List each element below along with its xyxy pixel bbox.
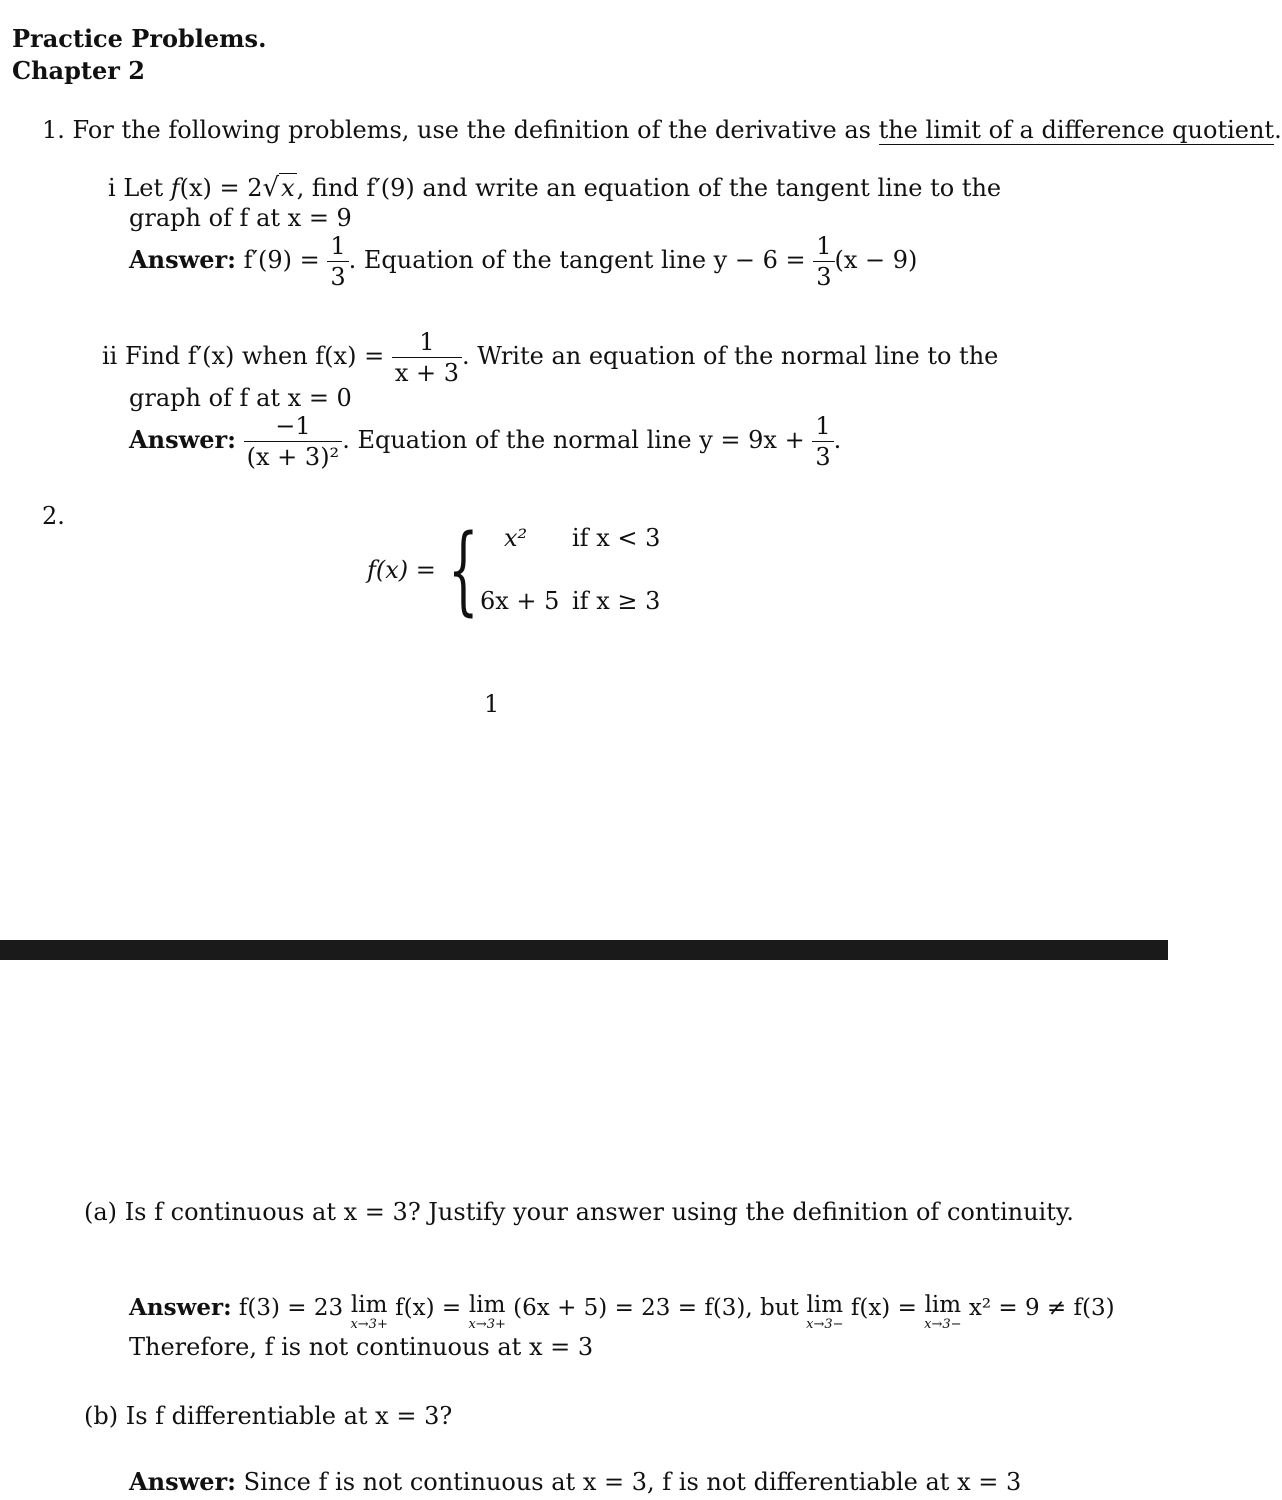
answer-label: Answer: [129,1294,232,1321]
part-i-text-c: , find [296,174,367,202]
fraction-numerator: 1 [813,234,834,262]
part-i-f: f [170,174,180,202]
page-divider [0,940,1168,960]
answer-label: Answer: [129,425,237,454]
chapter-title: Chapter 2 [12,56,145,85]
part-a-answer [129,1294,1115,1331]
fraction-numerator: 1 [327,234,348,262]
part-a-answer-b: f(x) = [387,1295,469,1321]
fraction-numerator: −1 [244,414,343,442]
part-ii-text-b: . Write an equation of the normal line to the [461,342,999,370]
part-a-label: (a) [84,1198,118,1226]
lim-subscript: x→3+ [350,1317,388,1332]
problem-1-intro: For the following problems, use the definition of the derivative as [72,116,879,144]
part-i-answer [129,234,917,289]
problem-1-intro-end: . [1274,116,1282,144]
lim-word: lim [350,1292,388,1318]
part-a-text: Is f continuous at x = 3? Justify your answer using the definition of continuity. [124,1198,1074,1226]
difference-quotient-link[interactable]: the limit of a difference quotient [878,116,1275,144]
part-b-answer [129,1467,1021,1496]
lim-word: lim [806,1292,844,1318]
part-i-line1: i Let f(x) = 2√x, find f′(9) and write an equation of the tangent line to the [108,173,1002,203]
part-i-radicand: x [281,174,295,202]
part-ii-text-a: Find f′(x) when f(x) = [125,342,392,370]
answer-label: Answer: [129,1467,237,1496]
lim-subscript: x→3+ [468,1317,506,1332]
part-ii-answer-c: . [833,426,842,454]
part-ii-answer-b: . Equation of the normal line y = 9x + [342,426,813,454]
part-i-text-a: Let [123,174,171,202]
part-i-text-d: f′(9) and write an equation of the tangent line to the [366,174,1002,202]
part-i-answer-a: f′(9) = [243,246,328,274]
lim-word: lim [924,1292,962,1318]
case-2-condition: if x ≥ 3 [572,587,661,615]
piecewise-brace: { [448,514,479,626]
part-i-line2: graph of f at x = 9 [129,204,352,232]
piecewise-fx: f(x) = [367,556,436,584]
part-b-text: Is f differentiable at x = 3? [125,1402,453,1430]
case-1-condition: if x < 3 [572,524,661,552]
part-b-question [84,1402,452,1430]
part-a-answer-a: f(3) = 23 [238,1295,351,1321]
lim-subscript: x→3− [924,1317,962,1332]
part-a-answer-c: (6x + 5) = 23 = f(3), but [505,1295,807,1321]
lim-word: lim [468,1292,506,1318]
problem-1-number: 1. [42,116,65,144]
part-a-answer-d: f(x) = [843,1295,925,1321]
part-i-answer-c: (x − 9) [834,246,918,274]
problem-1 [42,116,1282,144]
case-1-expression: x² [504,524,528,552]
fraction-denominator: (x + 3)² [246,443,340,471]
fraction-numerator: 1 [392,330,462,358]
fraction-numerator: 1 [812,414,833,442]
answer-label: Answer: [129,245,237,274]
part-a-conclusion: Therefore, f is not continuous at x = 3 [129,1333,594,1361]
fraction-denominator: 3 [330,263,346,291]
fraction-denominator: 3 [815,443,831,471]
fraction-denominator: 3 [816,263,832,291]
part-ii-line2: graph of f at x = 0 [129,384,352,412]
fraction-denominator: x + 3 [394,359,459,387]
page-title: Practice Problems. [12,24,267,53]
part-ii-line1 [102,330,998,385]
part-b-answer-text: Since f is not continuous at x = 3, f is not differentiable at x = 3 [243,1468,1022,1496]
page-number: 1 [484,690,500,718]
lim-subscript: x→3− [806,1317,844,1332]
part-b-label: (b) [84,1402,119,1430]
part-i-answer-b: . Equation of the tangent line y − 6 = [348,246,814,274]
case-2-expression: 6x + 5 [480,587,560,615]
part-ii-label: ii [102,342,118,370]
problem-2-number: 2. [42,502,65,530]
part-i-label: i [108,174,116,202]
part-a-answer-e: x² = 9 ≠ f(3) [961,1295,1115,1321]
part-i-text-b: (x) = 2 [179,174,263,202]
part-ii-answer [129,414,841,469]
part-a-question [84,1198,1074,1226]
